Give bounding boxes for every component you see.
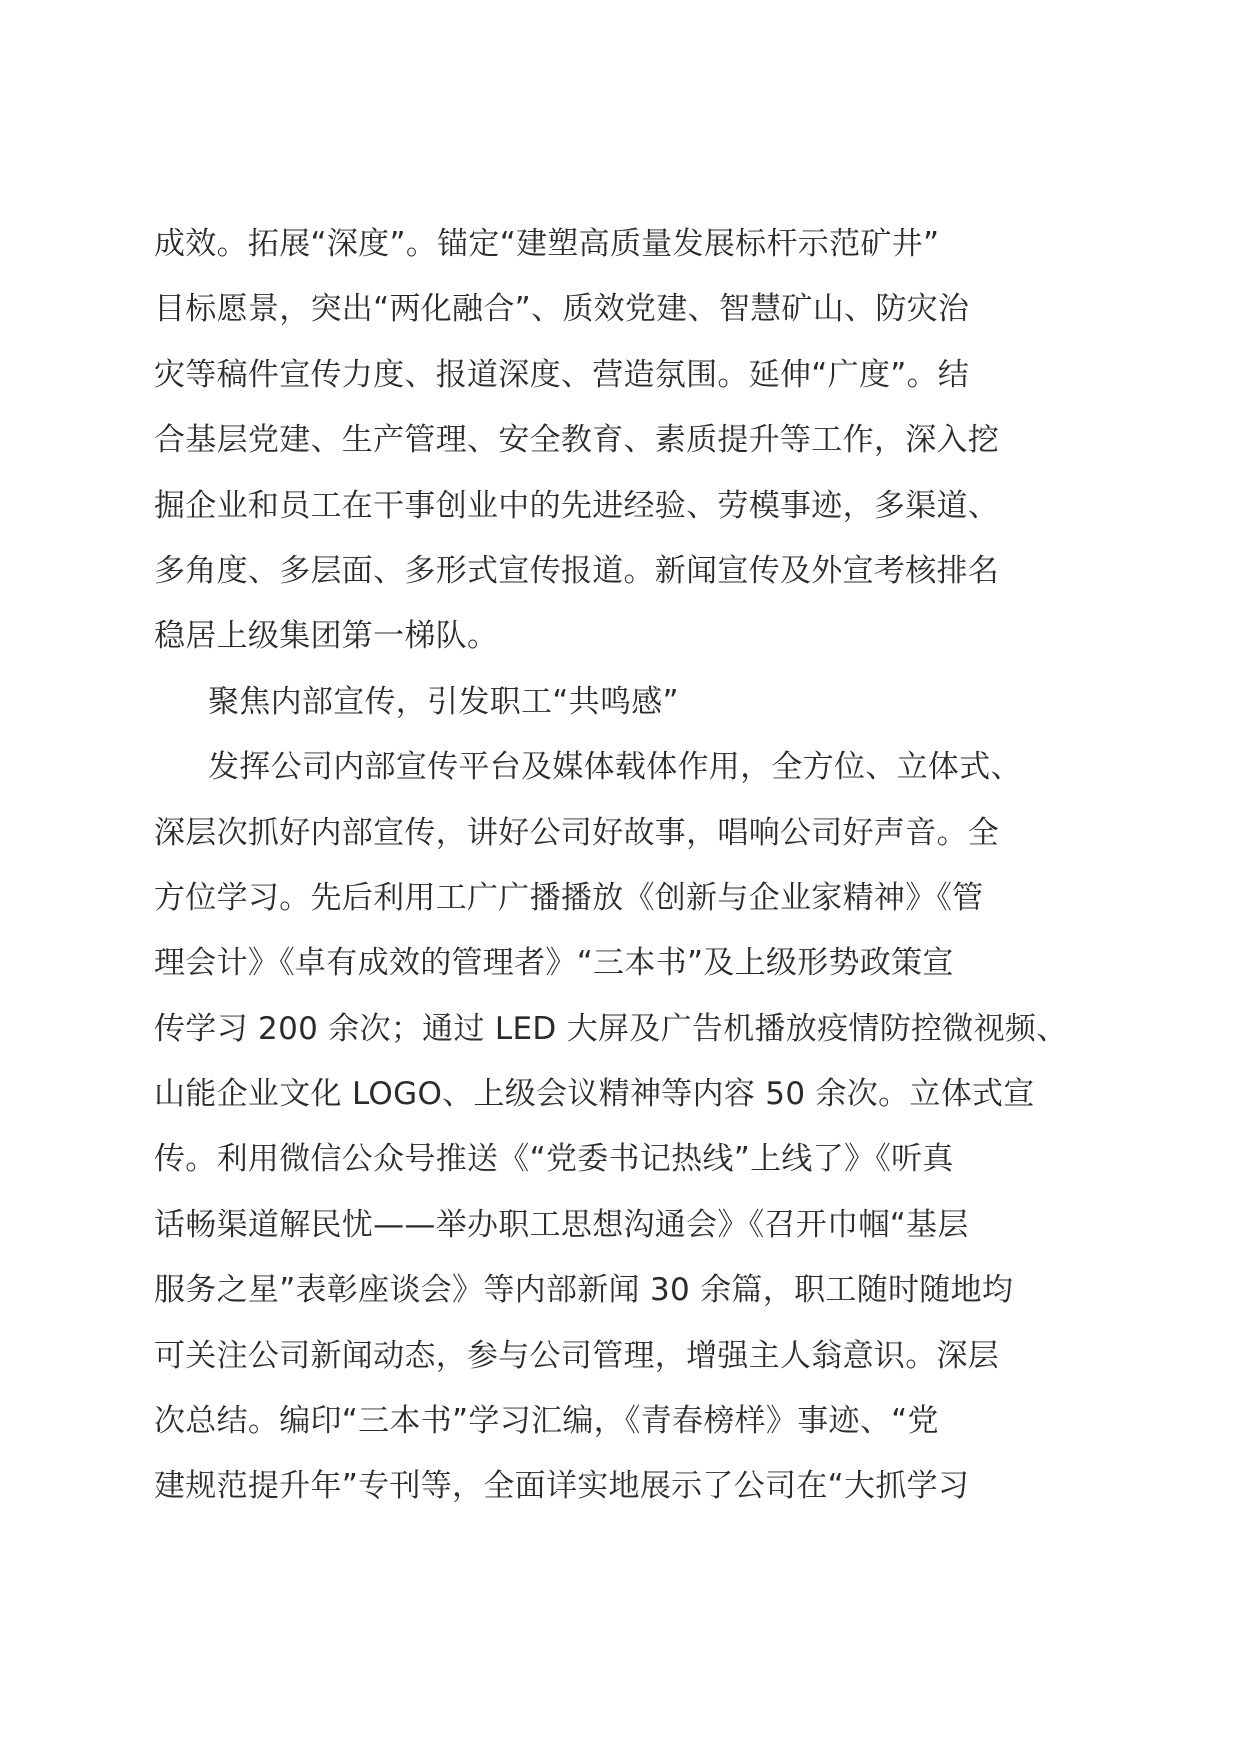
text-line: 理会计》《卓有成效的管理者》“三本书”及上级形势政策宣 [154, 945, 954, 982]
body-text [154, 212, 1094, 1520]
text-line: 发挥公司内部宣传平台及媒体载体作用，全方位、立体式、 [208, 749, 1022, 786]
text-line: 掘企业和员工在干事创业中的先进经验、劳模事迹，多渠道、 [154, 487, 1000, 524]
text-line: 成效。拓展“深度”。锚定“建塑高质量发展标杆示范矿井” [154, 226, 940, 262]
text-line: 次总结。编印“三本书”学习汇编，《青春榜样》事迹、“党 [154, 1403, 939, 1440]
text-line: 稳居上级集团第一梯队。 [154, 618, 499, 655]
text-line: 多角度、多层面、多形式宣传报道。新闻宣传及外宣考核排名 [154, 552, 1000, 589]
text-line: 合基层党建、生产管理、安全教育、素质提升等工作，深入挖 [154, 422, 1000, 459]
text-line: 建规范提升年”专刊等，全面详实地展示了公司在“大抓学习 [154, 1468, 970, 1505]
text-line: 话畅渠道解民忧——举办职工思想沟通会》《召开巾帼“基层 [154, 1206, 969, 1243]
text-line: 山能企业文化 LOGO、上级会议精神等内容 50 余次。立体式宣 [154, 1076, 1035, 1113]
text-line: 可关注公司新闻动态，参与公司管理，增强主人翁意识。深层 [154, 1337, 1000, 1374]
section-heading: 聚焦内部宣传，引发职工“共鸣感” [208, 683, 679, 720]
text-line: 灾等稿件宣传力度、报道深度、营造氛围。延伸“广度”。结 [154, 356, 970, 393]
text-line: 服务之星”表彰座谈会》等内部新闻 30 余篇，职工随时随地均 [154, 1272, 1014, 1309]
text-line: 深层次抓好内部宣传，讲好公司好故事，唱响公司好声音。全 [154, 814, 1000, 851]
text-line: 目标愿景，突出“两化融合”、质效党建、智慧矿山、防灾治 [154, 291, 970, 328]
text-line: 传。利用微信公众号推送《“党委书记热线”上线了》《听真 [154, 1141, 954, 1178]
text-line: 传学习 200 余次；通过 LED 大屏及广告机播放疫情防控微视频、 [154, 1010, 1068, 1047]
text-line: 方位学习。先后利用工广广播播放《创新与企业家精神》《管 [154, 879, 984, 916]
